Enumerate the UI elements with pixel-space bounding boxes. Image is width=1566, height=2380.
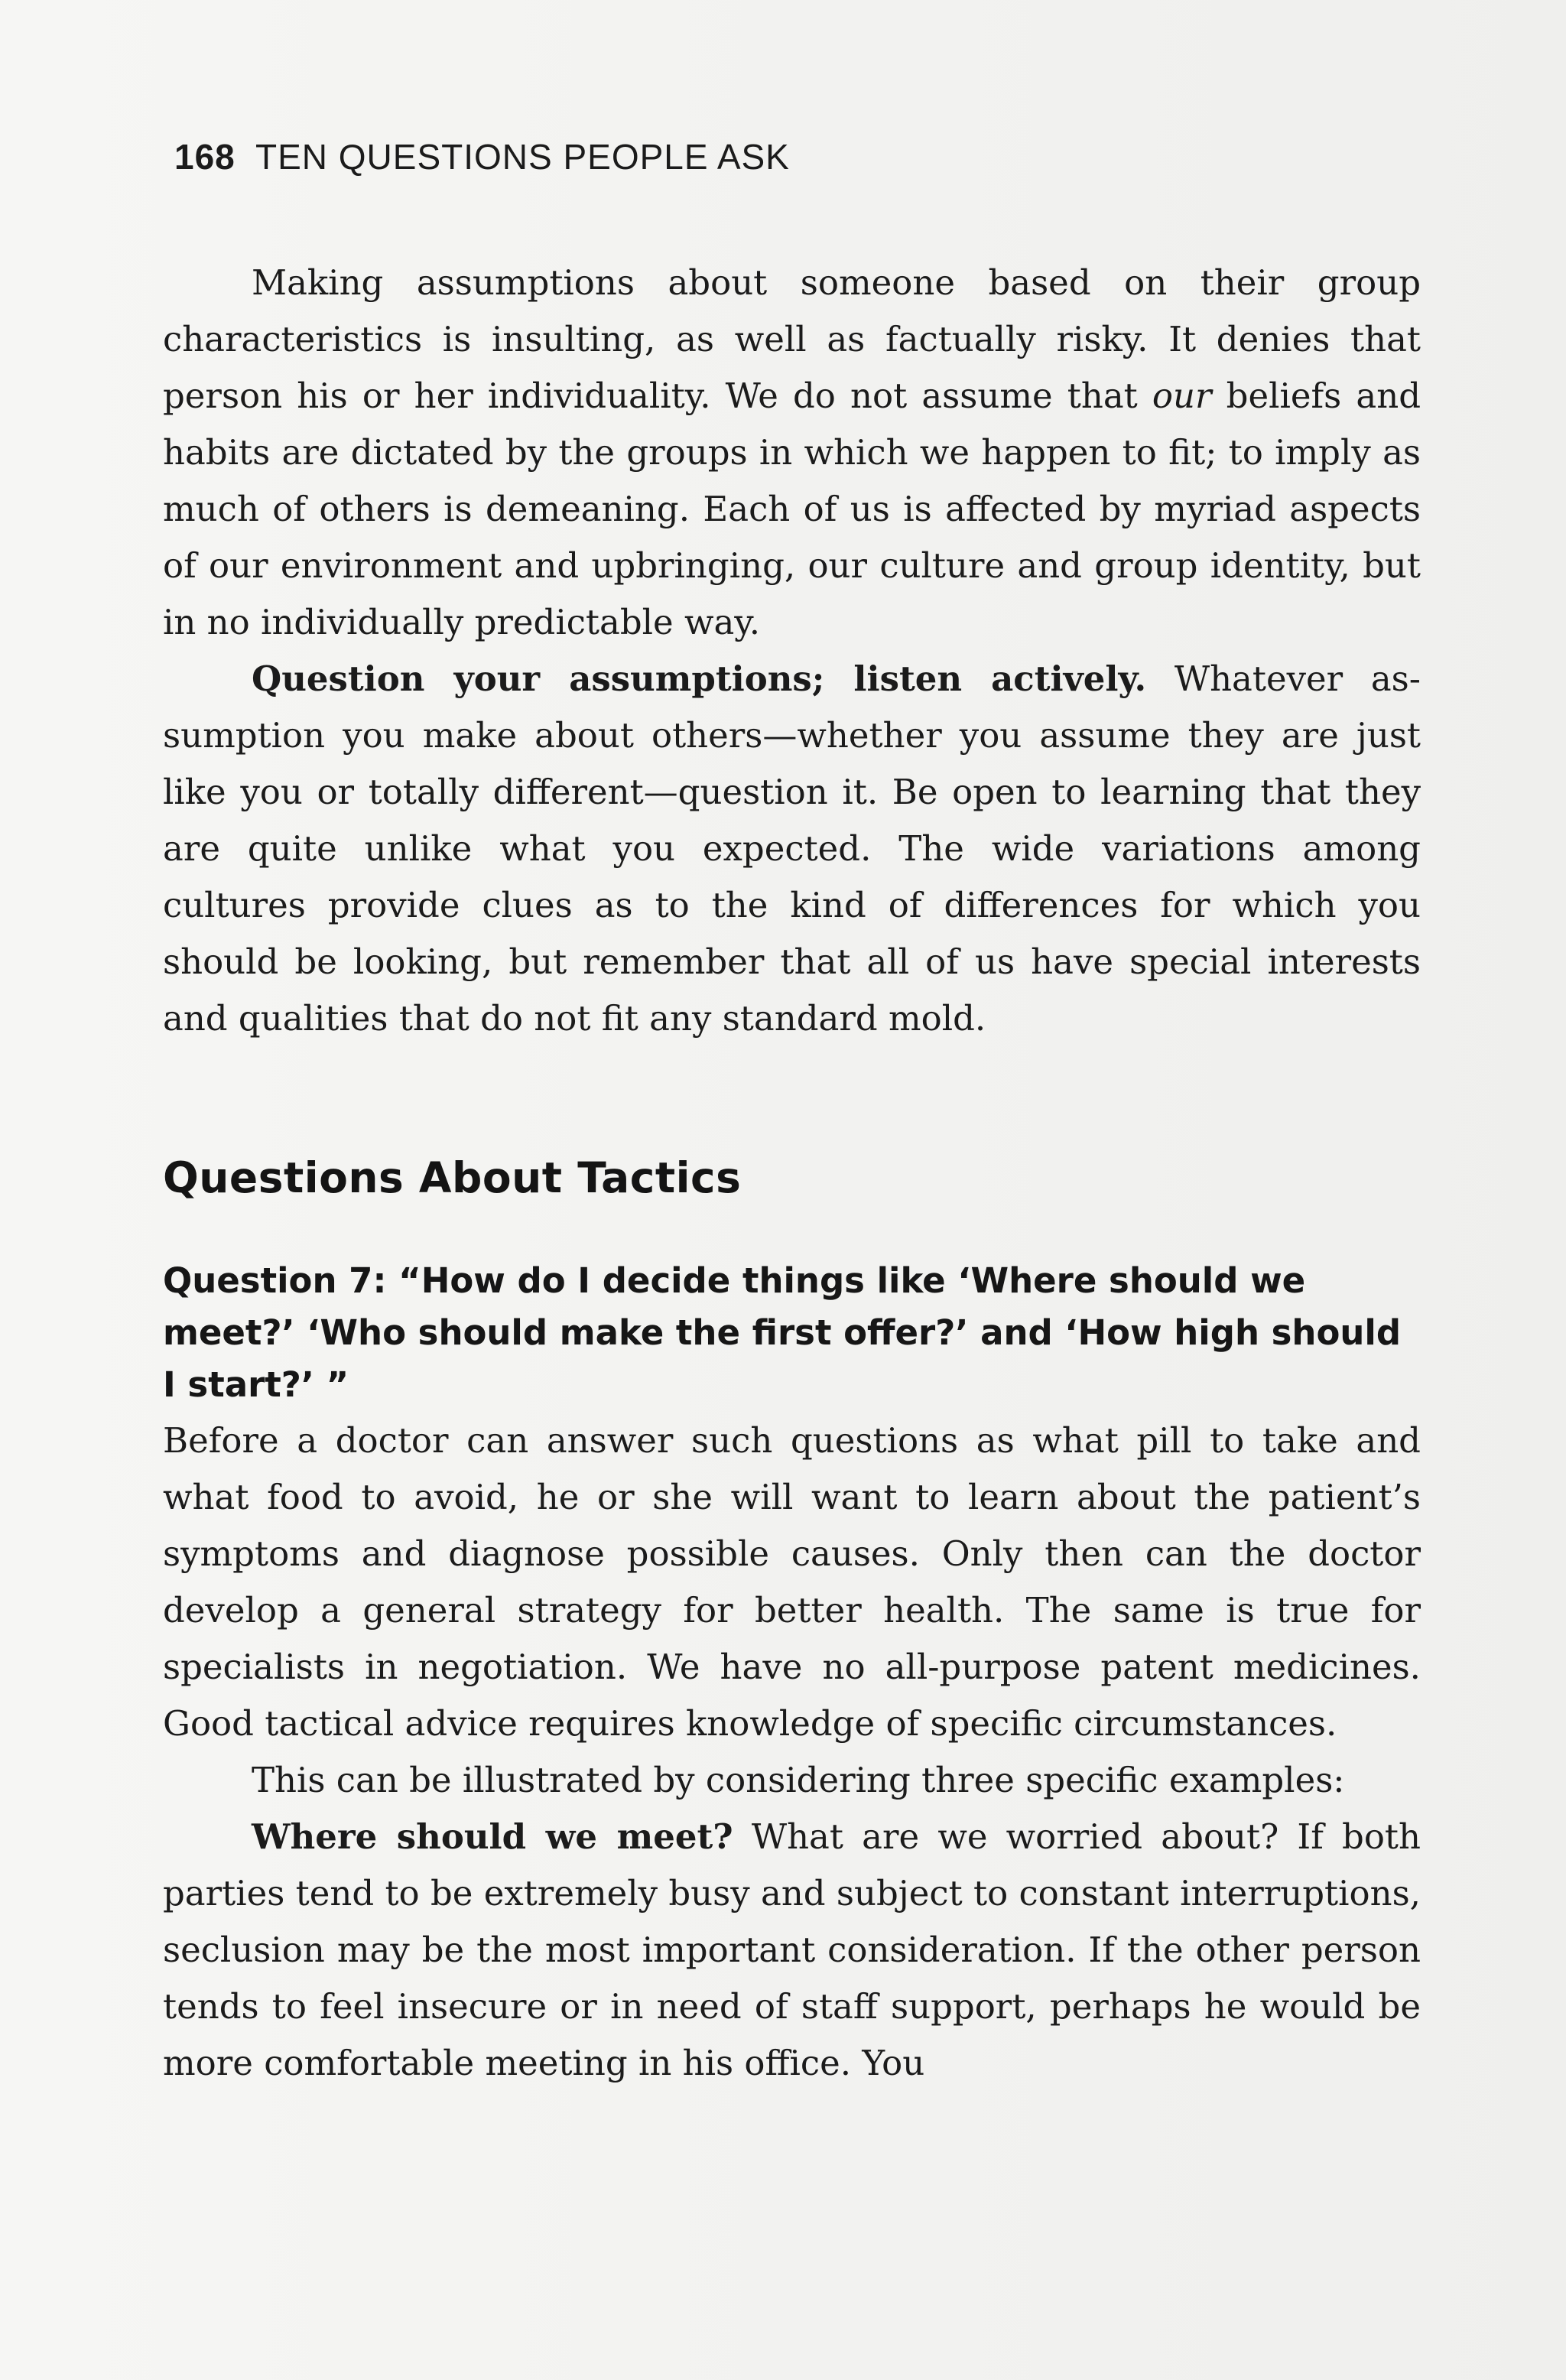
paragraph-question-assumptions	[163, 651, 1421, 1047]
paragraph-assumptions	[163, 255, 1421, 651]
paragraph-text: beliefs and habits are dictated by the groups in which we happen to fit; to imply as much of others is demeaning. Each of us is affected by myriad aspects of our environment and upbringing, our culture and group identity, but in no individually predictable way.	[163, 376, 1421, 642]
emphasized-word: our	[1152, 376, 1212, 416]
question-heading: Question 7: “How do I decide things like ‘Where should we meet?’ ‘Who should make the first offer?’ and ‘How high should I start?’ ”	[163, 1260, 1402, 1405]
paragraph-examples: This can be illustrated by considering three specific examples:	[252, 1760, 1345, 1800]
run-in-heading: Where should we meet?	[252, 1816, 733, 1857]
page-header	[174, 137, 790, 177]
run-in-heading: Question your assumptions; listen actively.	[252, 658, 1147, 699]
body-text	[163, 255, 1421, 2092]
section-heading: Questions About Tactics	[163, 1153, 742, 1202]
paragraph-text: Whatever assumption you make about others—whether you assume they are just like you or totally different—question it. Be open to learning that they are quite unlike what you expected. The wide variations among cultures provide clues as to the kind of differences for which you should be looking, but remember that all of us have special interests and qualities that do not fit any standard mold.	[163, 658, 1421, 1039]
paragraph-text: Making assumptions about someone based on their group characteristics is insulting, as well as factually risky. It denies that person his or her individuality. We do not assume that	[163, 262, 1421, 416]
paragraph-doctor: Before a doctor can answer such questions as what pill to take and what food to avoid, he or she will want to learn about the patient’s symptoms and diagnose possible causes. Only then can the doctor develop a general strategy for better health. The same is true for specialists in negotiation. We have no all-purpose patent medicines. Good tactical advice requires knowledge of specific circumstances.	[163, 1420, 1421, 1744]
paragraph-text: What are we worried about? If both parties tend to be extremely busy and subject to constant interruptions, seclusion may be the most important consideration. If the other person tends to feel insecure or in need of staff support, perhaps he would be more comfortable meeting in his office. You	[163, 1816, 1421, 2083]
page-number: 168	[174, 137, 236, 177]
running-title: TEN QUESTIONS PEOPLE ASK	[255, 137, 790, 177]
paragraph-where-meet	[163, 1809, 1421, 2092]
